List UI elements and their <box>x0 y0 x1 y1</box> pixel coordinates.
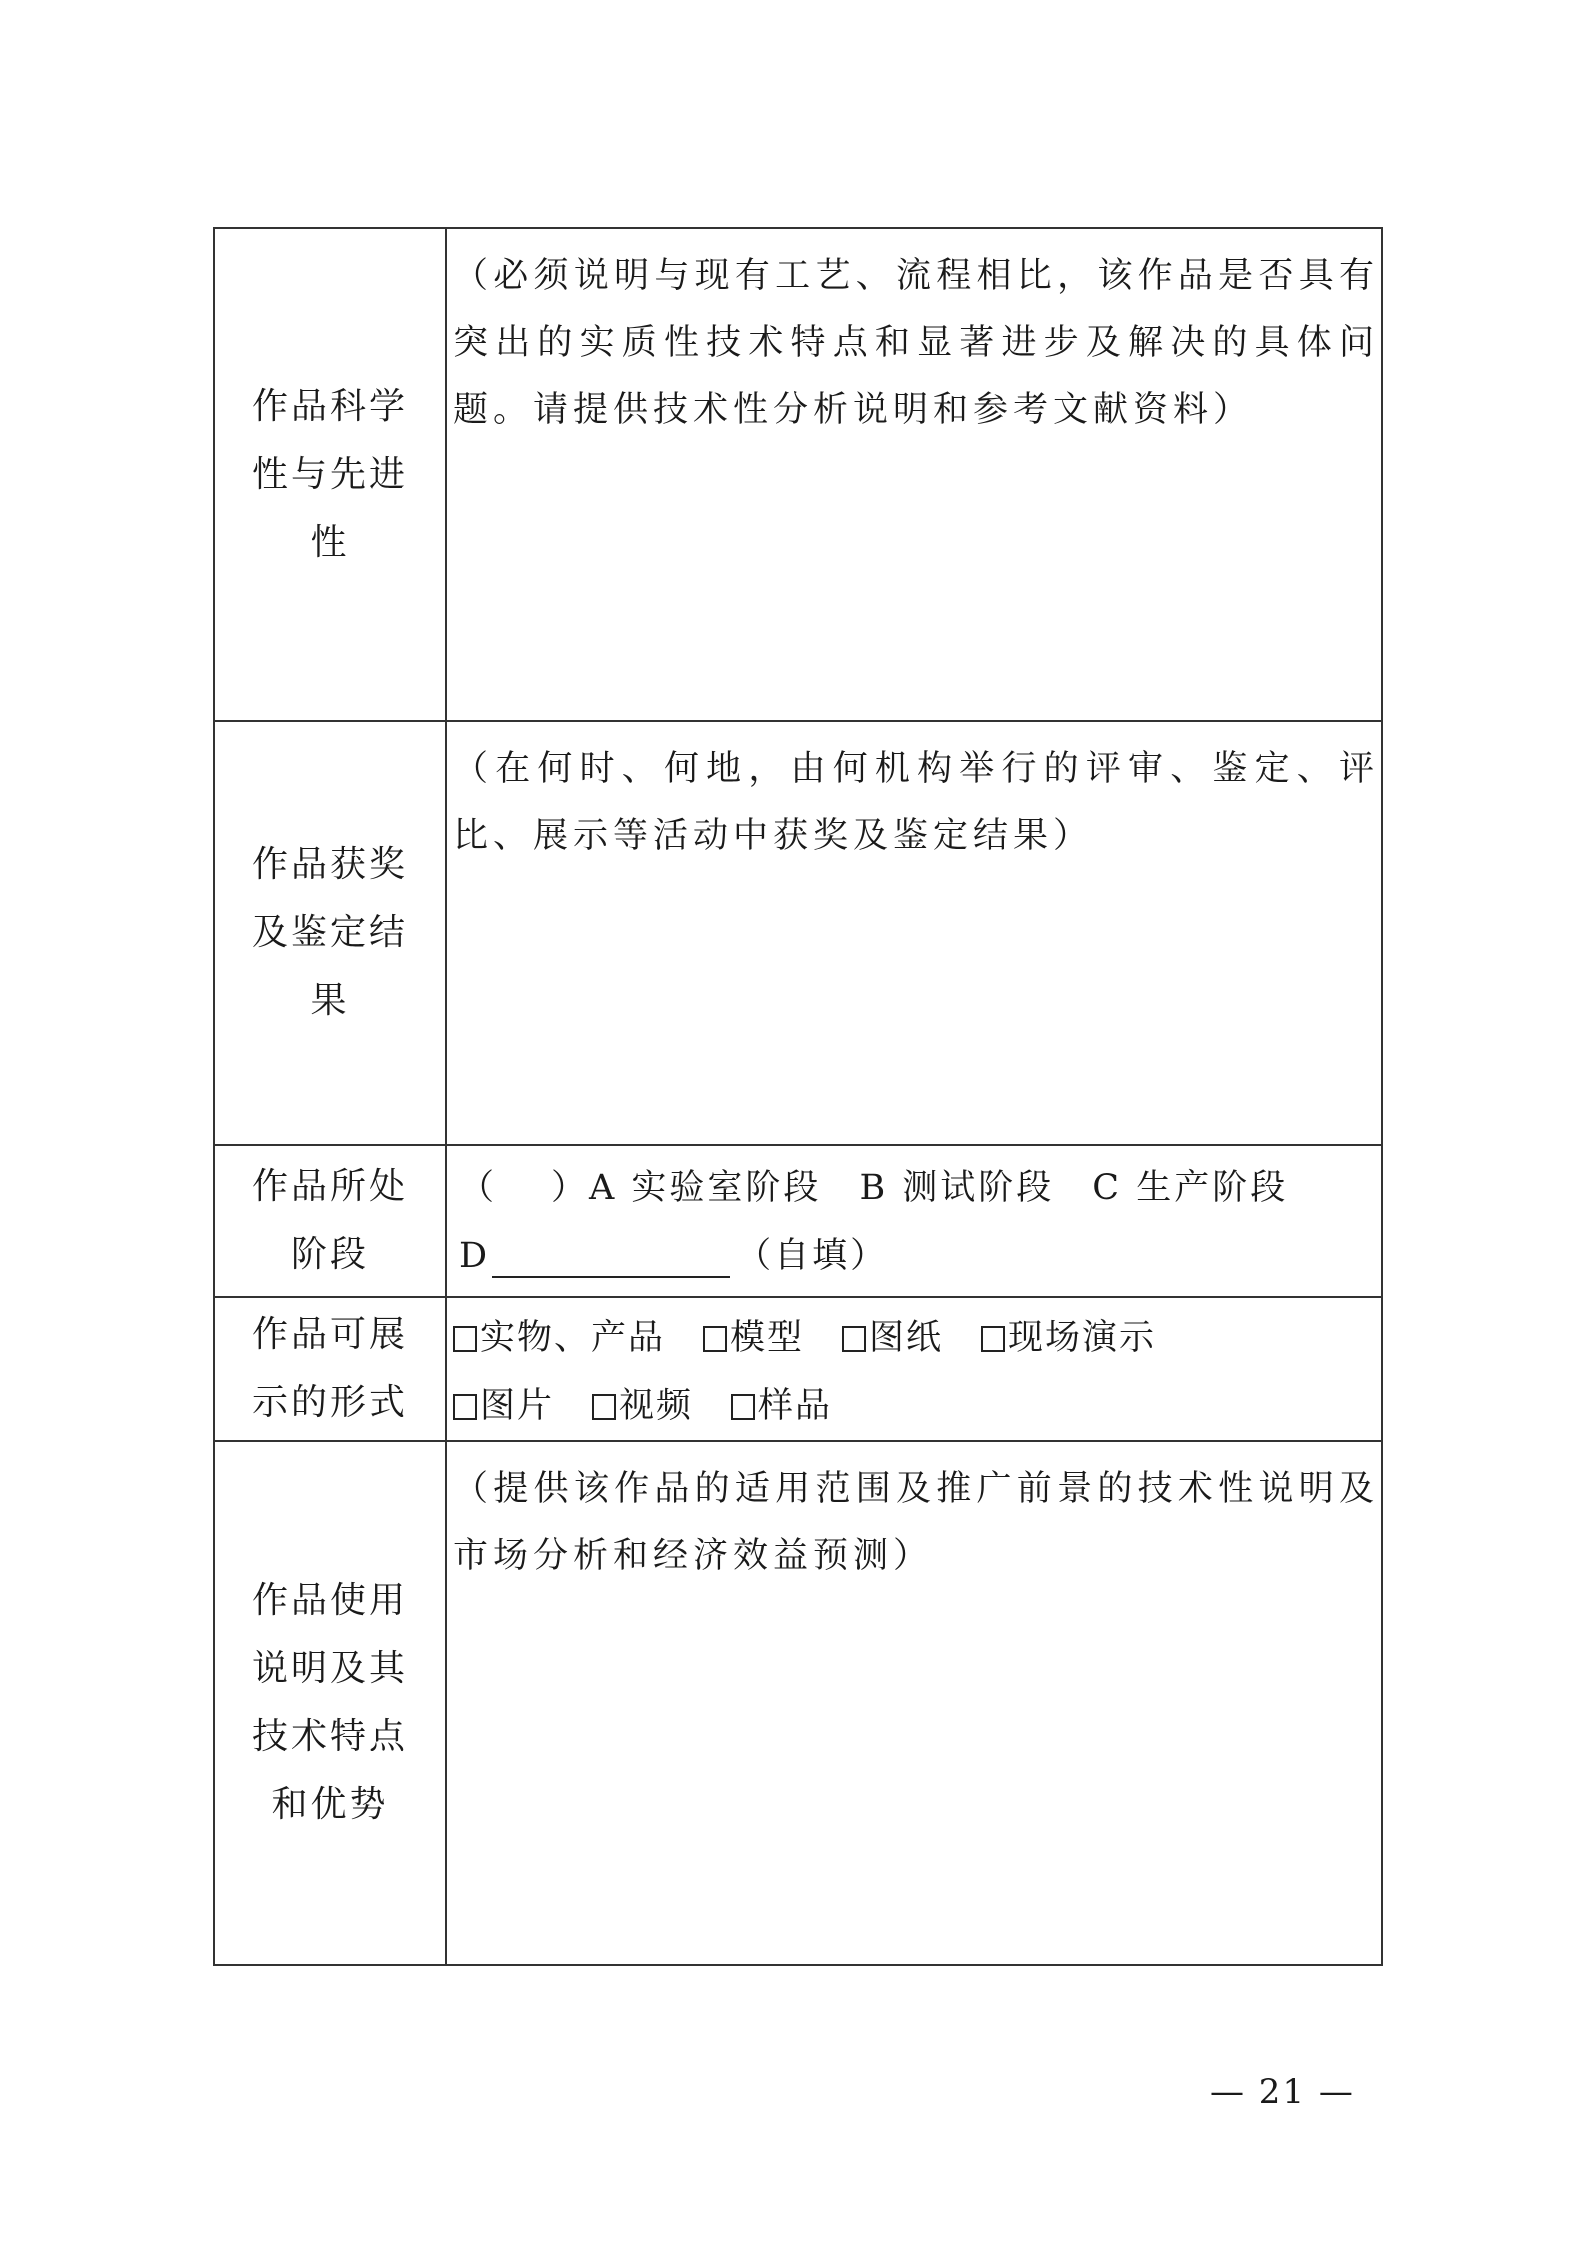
label-cell-stage <box>214 1145 446 1297</box>
label-display: 作品可展示的形式 <box>251 1314 408 1423</box>
option-video[interactable] <box>592 1372 693 1440</box>
label-cell-awards <box>214 721 446 1145</box>
hint-science: （必须说明与现有工艺、流程相比，该作品是否具有突出的实质性技术特点和显著进步及解决的具体问题。请提供技术性分析说明和参考文献资料） <box>453 256 1379 430</box>
option-label: 视频 <box>619 1386 694 1426</box>
checkbox-icon[interactable] <box>592 1394 616 1420</box>
option-label: 图纸 <box>869 1318 944 1358</box>
hint-awards: （在何时、何地，由何机构举行的评审、鉴定、评比、展示等活动中获奖及鉴定结果） <box>453 749 1379 856</box>
stage-option-a: A 实验室阶段 <box>589 1168 822 1208</box>
stage-option-c: C 生产阶段 <box>1092 1168 1289 1208</box>
option-picture[interactable] <box>453 1372 554 1440</box>
display-line-1 <box>453 1304 1379 1372</box>
label-stage: 作品所处阶段 <box>251 1166 408 1275</box>
input-area-usage[interactable] <box>446 1441 1382 1965</box>
stage-line-2 <box>459 1222 1379 1290</box>
stage-paren-open: （ <box>459 1168 498 1208</box>
stage-fill-blank[interactable] <box>492 1240 730 1278</box>
row-stage <box>214 1145 1382 1297</box>
label-science: 作品科学性与先进性 <box>251 385 408 563</box>
stage-option-b: B 测试阶段 <box>859 1168 1055 1208</box>
option-live-demo[interactable] <box>981 1304 1156 1372</box>
row-awards <box>214 721 1382 1145</box>
option-sample[interactable] <box>731 1372 832 1440</box>
checkbox-icon[interactable] <box>731 1394 755 1420</box>
stage-line-1 <box>459 1154 1379 1222</box>
checkbox-icon[interactable] <box>453 1326 477 1352</box>
stage-option-d: D <box>459 1236 491 1276</box>
checkbox-icon[interactable] <box>842 1326 866 1352</box>
option-physical-product[interactable] <box>453 1304 665 1372</box>
label-awards: 作品获奖及鉴定结果 <box>251 844 408 1021</box>
input-area-science[interactable] <box>446 228 1382 721</box>
label-cell-science <box>214 228 446 721</box>
option-label: 样品 <box>758 1386 833 1426</box>
application-form-table <box>213 227 1383 1966</box>
checkbox-icon[interactable] <box>453 1394 477 1420</box>
stage-options-cell <box>446 1145 1382 1297</box>
option-label: 实物、产品 <box>480 1318 666 1358</box>
display-line-2 <box>453 1372 1379 1440</box>
row-usage <box>214 1441 1382 1965</box>
display-options-cell <box>446 1297 1382 1441</box>
option-model[interactable] <box>703 1304 804 1372</box>
option-label: 模型 <box>730 1318 805 1358</box>
option-drawing[interactable] <box>842 1304 943 1372</box>
row-science <box>214 228 1382 721</box>
hint-usage: （提供该作品的适用范围及推广前景的技术性说明及市场分析和经济效益预测） <box>453 1469 1379 1576</box>
checkbox-icon[interactable] <box>981 1326 1005 1352</box>
page-number: — 21 — <box>1210 2072 1355 2112</box>
option-label: 图片 <box>480 1386 555 1426</box>
label-cell-display <box>214 1297 446 1441</box>
stage-paren-close: ） <box>551 1168 590 1208</box>
label-usage: 作品使用说明及其技术特点和优势 <box>251 1580 408 1825</box>
input-area-awards[interactable] <box>446 721 1382 1145</box>
checkbox-icon[interactable] <box>703 1326 727 1352</box>
stage-self-fill: （自填） <box>736 1236 889 1276</box>
row-display <box>214 1297 1382 1441</box>
option-label: 现场演示 <box>1008 1318 1157 1358</box>
label-cell-usage <box>214 1441 446 1965</box>
